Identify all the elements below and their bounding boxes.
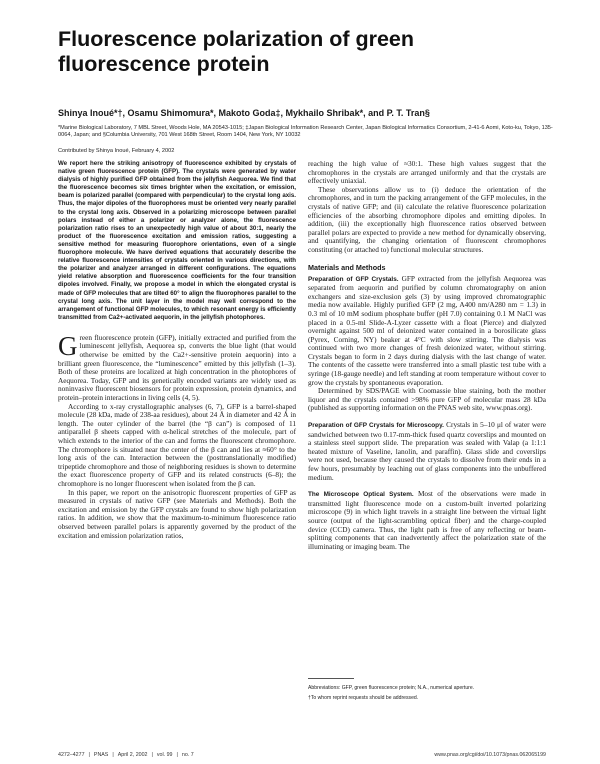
run-in-heading-microscopy: Preparation of GFP Crystals for Microscopy. [308, 422, 444, 430]
run-in-heading-optics: The Microscope Optical System. [308, 491, 414, 499]
footnote-reprints: †To whom reprint requests should be addressed. [308, 694, 419, 701]
intro-paragraph-2: According to x-ray crystallographic analyses (6, 7), GFP is a barrel-shaped molecule (28 kDa, made of 238-aa residues), about 24 Å in diameter and 42 Å in length. The outer cylinder of the barrel (the “β can”) is composed of 11 antiparallel β sheets capped with α-helical stretches of the molecule, part of which extends to the interior of the can and forms the fluorescent chromophore. The chromophore is situated near the center of the β can and lies at ≈60° to the long axis of the can. Interaction between the (posttranslationally modified) tripeptide chromophore and those of neighboring residues is shown to determine the exact fluorescence property of GFP and its related constructs (6–8); the chromophore is no longer fluorescent when isolated from the β can. [58, 401, 296, 488]
footer-citation [58, 752, 194, 758]
methods-paragraph-optics [308, 490, 546, 551]
contributed-line: Contributed by Shinya Inoué, February 4, 2002 [58, 148, 175, 154]
methods-crystals-text: GFP extracted from the jellyfish Aequorea was separated from aequorin and purified by column chromatography on anion exchangers and size-exclusion gels (3) by using improved chromatographic media now available. Highly purified GFP (2 mg, A400 nm/A280 nm = 1.3) in 0.3 ml of 10 mM sodium phosphate buffer (pH 7.0) containing 0.1 M NaCl was placed in a 0.5-ml Slide-A-Lyzer cassette with a float (Pierce) and dialyzed overnight against 500 ml of deionized water contained in a borosilicate glass (Pyrex, Corning, NY) beaker at 4°C with slow stirring. The dialysis was continued with two more changes of fresh deionized water, without stirring. Crystals began to form in 2 days during dialysis with the last change of water. The contents of the cassette were transferred into a small plastic test tube with a syringe (18-gauge needle) and left standing at room temperature without cover to grow the crystals by spontaneous evaporation. [308, 273, 546, 387]
abstract: We report here the striking anisotropy of fluorescence exhibited by crystals of native green fluorescence protein (GFP). The crystals were generated by water dialysis of highly purified GFP obtained from the jellyfish Aequorea. We find that the fluorescence becomes six times brighter when the excitation, or emission, beam is polarized parallel (compared with perpendicular) to the crystal long axis. Thus, the major dipoles of the fluorophores must be oriented very nearly parallel to the crystal long axis. Observed in a polarizing microscope between parallel polars instead of either a polarizer or analyzer alone, the fluorescence polarization ratio rises to an unexpectedly high value of about 30:1, nearly the product of the fluorescence excitation and emission ratios, suggesting a sensitive method for measuring fluorophore orientations, even of a single fluorophore molecule. We have derived equations that accurately describe the relative fluorescence intensities of crystals oriented in various directions, with the polarizer and analyzer arranged in different configurations. The equations yield relative absorption and fluorescence coefficients for the four transition dipoles involved. Finally, we propose a model in which the elongated crystal is made of GFP molecules that are tilted 60° to align the fluorophores parallel to the crystal long axis. The unit layer in the model may well correspond to the arrangement of functional GFP molecules, to which resonant energy is efficiently transmitted from Ca2+-activated aequorin, in the jellyfish photophores. [58, 160, 296, 321]
article-title: Fluorescence polarization of green fluorescence protein [58, 27, 415, 76]
footer-date: April 2, 2002 [117, 752, 148, 758]
methods-optics-text: Most of the observations were made in transmitted light fluorescence mode on a custom-built inverted polarizing microscope (9) in which light travels in a straight line between the virtual light source (output of the light-scrambling optical fiber) and the charge-coupled device (CCD) camera. Thus, the light path is free of any reflecting or beam-splitting components that can inadvertently affect the polarization state of the illuminating or imaging beam. The [308, 489, 547, 551]
methods-paragraph-sds: Determined by SDS/PAGE with Coomassie blue staining, both the mother liquor and the crystals contained >98% pure GFP of molecular mass 28 kDa (published as supporting information on the PNAS web site, www.pnas.org). [308, 386, 546, 413]
footer-doi-link[interactable]: www.pnas.org/cgi/doi/10.1073/pnas.062065199 [434, 752, 546, 758]
methods-paragraph-crystals [308, 275, 546, 388]
footnote-rule [308, 678, 354, 679]
run-in-heading-crystals: Preparation of GFP Crystals. [308, 275, 399, 283]
footer-separator: | [151, 752, 153, 758]
drop-cap: G [58, 330, 78, 361]
methods-paragraph-microscopy-prep [308, 421, 546, 482]
right-column [308, 160, 546, 551]
affiliations: *Marine Biological Laboratory, 7 MBL Street, Woods Hole, MA 20543-1015; ‡Japan Biological Information Research Center, Japan Biological Informatics Consortium, 2-41-6 Aomi, Koto-ku, Tokyo, 135-0064, Japan; and §Columbia University, 701 West 168th Street, Room 1404, New York, NY 10032 [58, 125, 553, 139]
intro-paragraph-3: In this paper, we report on the anisotropic fluorescent properties of GFP as measured in crystals of native GFP (see Materials and Methods). Both the excitation and emission by the GFP crystals are found to show high polarization ratios. In addition, we show that the maximum-to-minimum fluorescence ratio observed between parallel polars is apparently governed by the product of the excitation and emission polarization ratios, [58, 487, 296, 540]
footer-journal: PNAS [93, 752, 109, 758]
footer-issue: no. 7 [181, 752, 194, 758]
intro-paragraph-1 [58, 330, 296, 403]
footer-volume: vol. 99 [156, 752, 173, 758]
intro-paragraph-5: These observations allow us to (i) deduce the orientation of the chromophores, and in turn the packing arrangement of the GFP molecules, in the crystals of native GFP; and (ii) calculate the relative fluorescence polarization efficiencies of the absorbing chromophore dipoles and emitting dipoles. In addition, (iii) the exceptionally high fluorescence ratios observed between parallel polars are expected to provide a new method for dynamically observing, and quantifying, the changing orientation of fluorescent chromophores constituting (or attached to) functional molecular structures. [308, 184, 546, 254]
footnotes [308, 684, 548, 703]
author-list: Shinya Inoué*†, Osamu Shimomura*, Makoto Goda‡, Mykhailo Shribak*, and P. T. Tran§ [58, 108, 430, 118]
intro-paragraph-1-text: reen fluorescence protein (GFP), initially extracted and purified from the luminescent jellyfish, Aequorea sp, converts the blue light (that would otherwise be emitted by the Ca2+-sensitive protein aequorin) into a brilliant green fluorescence, the “luminescence” emitted by this jellyfish (1–3). Both of these proteins are localized at high concentration in the photophores of Aequorea. Today, GFP and its genetically encoded variants are widely used as noninvasive fluorescent biosensors for protein expression, protein dynamics, and protein–protein interactions in living cells (4, 5). [58, 332, 296, 403]
left-column [58, 160, 296, 540]
intro-paragraph-4: reaching the high value of ≈30:1. These high values suggest that the chromophores in the crystals are arranged uniformly and that the crystals are effectively uniaxial. [308, 159, 546, 186]
section-heading-methods: Materials and Methods [308, 262, 386, 272]
footer-separator: | [88, 752, 90, 758]
footer-separator: | [176, 752, 178, 758]
footer-separator: | [112, 752, 114, 758]
methods-microscopy-text: Crystals in 5–10 μl of water were sandwiched between two 0.17-mm-thick fused quartz coverslips and mounted on a stainless steel support slide. The preparation was sealed with Valap (a 1:1:1 heated mixture of Vaseline, lanolin, and paraffin). Glass slide and coverslips were not used, because they caused the crystals to dissolve from their ends in a few hours, presumably by leaching out of glass components into the unbuffered medium. [308, 420, 547, 482]
footnote-abbreviations: Abbreviations: GFP, green fluorescence protein; N.A., numerical aperture. [308, 685, 475, 691]
footer-pages: 4272–4277 [58, 752, 85, 758]
